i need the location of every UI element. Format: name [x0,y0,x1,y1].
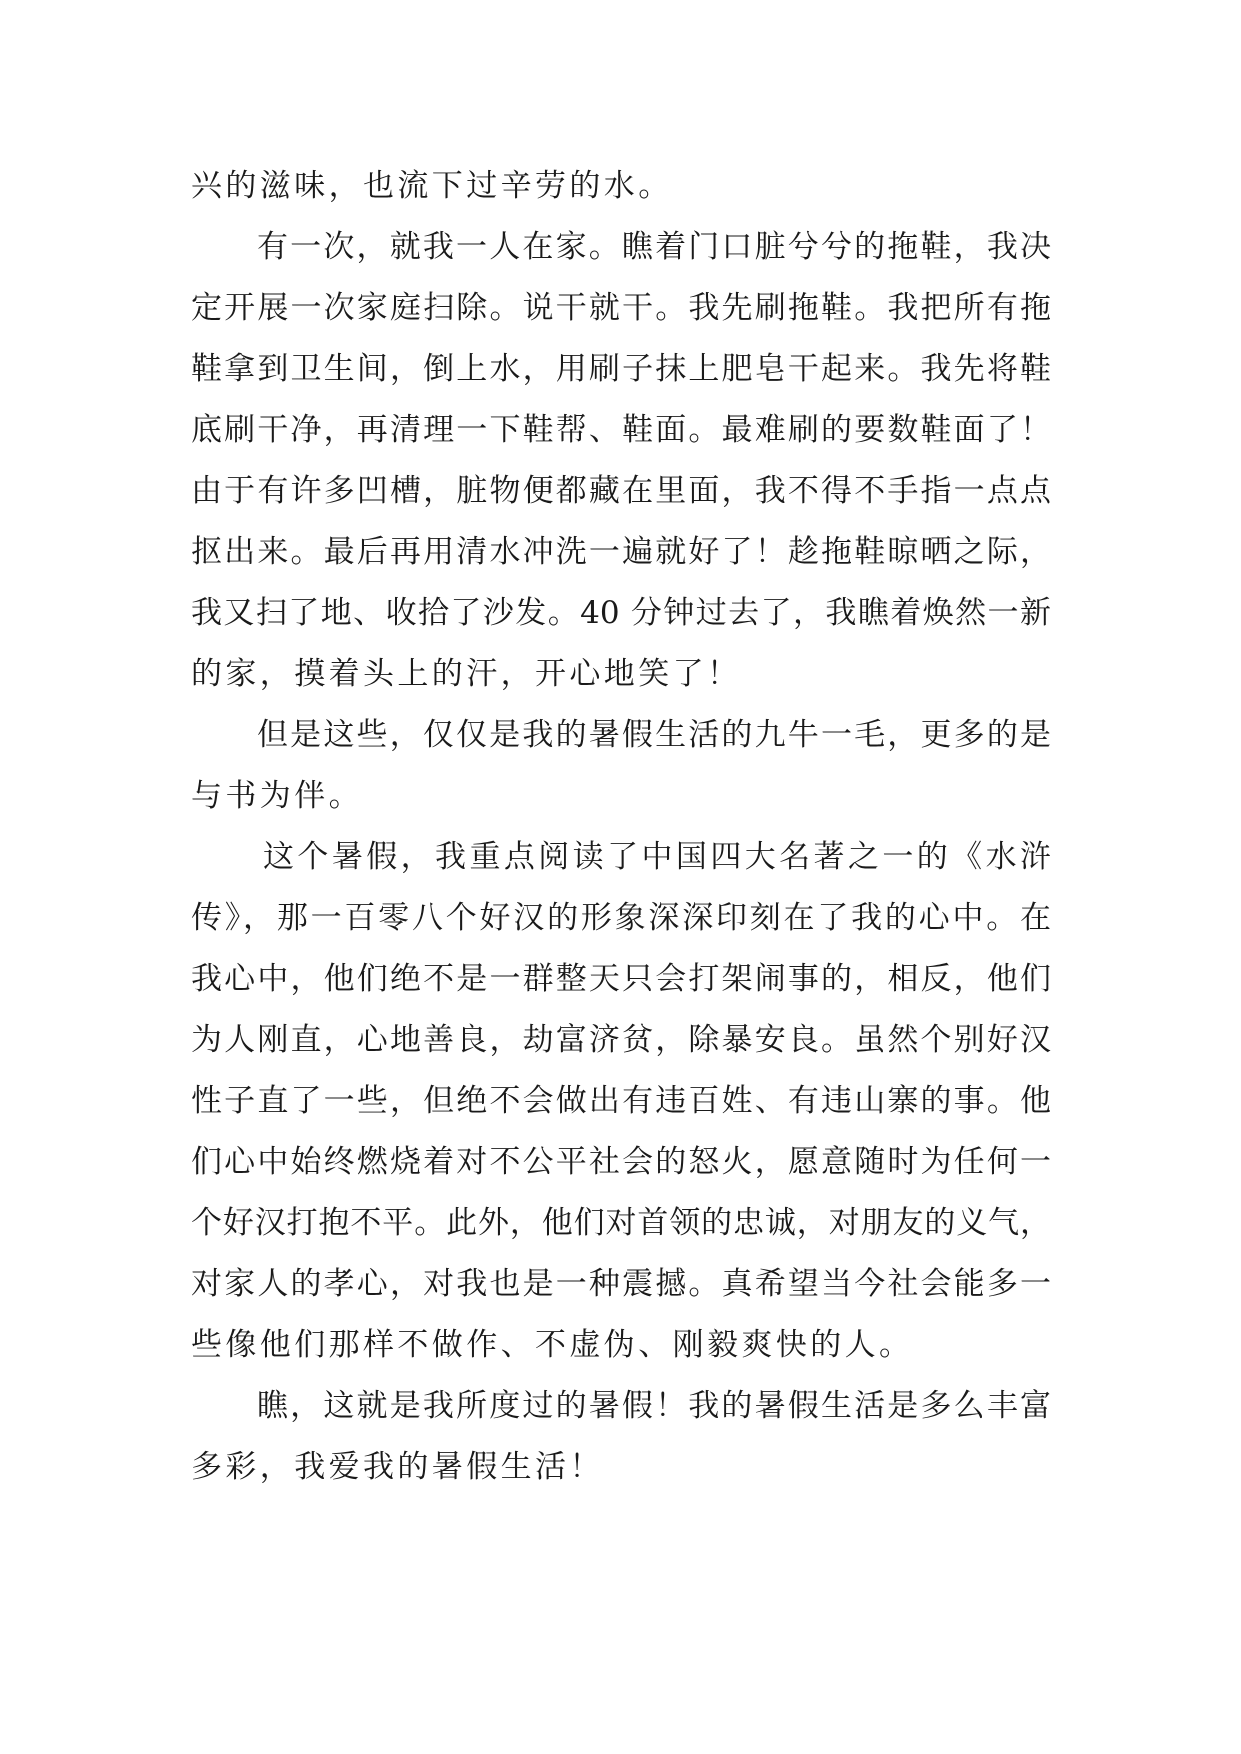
text-line: 抠出来。最后再用清水冲洗一遍就好了！趁拖鞋晾晒之际， [191,534,1051,570]
text-line: 为人刚直，心地善良，劫富济贫，除暴安良。虽然个别好汉 [191,1022,1051,1058]
text-line: 底刷干净，再清理一下鞋帮、鞋面。最难刷的要数鞋面了！ [191,412,1051,448]
essay-body [191,156,1051,1498]
text-line: 的家，摸着头上的汗，开心地笑了！ [191,656,742,692]
text-line: 我又扫了地、收拾了沙发。40 分钟过去了，我瞧着焕然一新 [191,595,1051,631]
text-line: 传》，那一百零八个好汉的形象深深印刻在了我的心中。在 [191,900,1051,936]
text-line: 鞋拿到卫生间，倒上水，用刷子抹上肥皂干起来。我先将鞋 [191,351,1051,387]
text-line: 兴的滋味，也流下过辛劳的水。 [191,168,673,204]
text-line: 个好汉打抱不平。此外，他们对首领的忠诚，对朋友的义气， [191,1205,1051,1241]
text-line: 我心中，他们绝不是一群整天只会打架闹事的，相反，他们 [191,961,1051,997]
text-line: 对家人的孝心，对我也是一种震撼。真希望当今社会能多一 [191,1266,1051,1302]
text-line: 与书为伴。 [191,778,363,814]
text-line: 定开展一次家庭扫除。说干就干。我先刷拖鞋。我把所有拖 [191,290,1051,326]
text-line: 瞧，这就是我所度过的暑假！我的暑假生活是多么丰富 [257,1388,1051,1424]
text-line: 这个暑假，我重点阅读了中国四大名著之一的《水浒 [263,839,1051,875]
text-line: 性子直了一些，但绝不会做出有违百姓、有违山寨的事。他 [191,1083,1051,1119]
text-line: 些像他们那样不做作、不虚伪、刚毅爽快的人。 [191,1327,914,1363]
text-line: 但是这些，仅仅是我的暑假生活的九牛一毛，更多的是 [257,717,1051,753]
text-line: 们心中始终燃烧着对不公平社会的怒火，愿意随时为任何一 [191,1144,1051,1180]
text-line: 由于有许多凹槽，脏物便都藏在里面，我不得不手指一点点 [191,473,1051,509]
text-line: 多彩，我爱我的暑假生活！ [191,1449,604,1485]
text-line: 有一次，就我一人在家。瞧着门口脏兮兮的拖鞋，我决 [257,229,1051,265]
